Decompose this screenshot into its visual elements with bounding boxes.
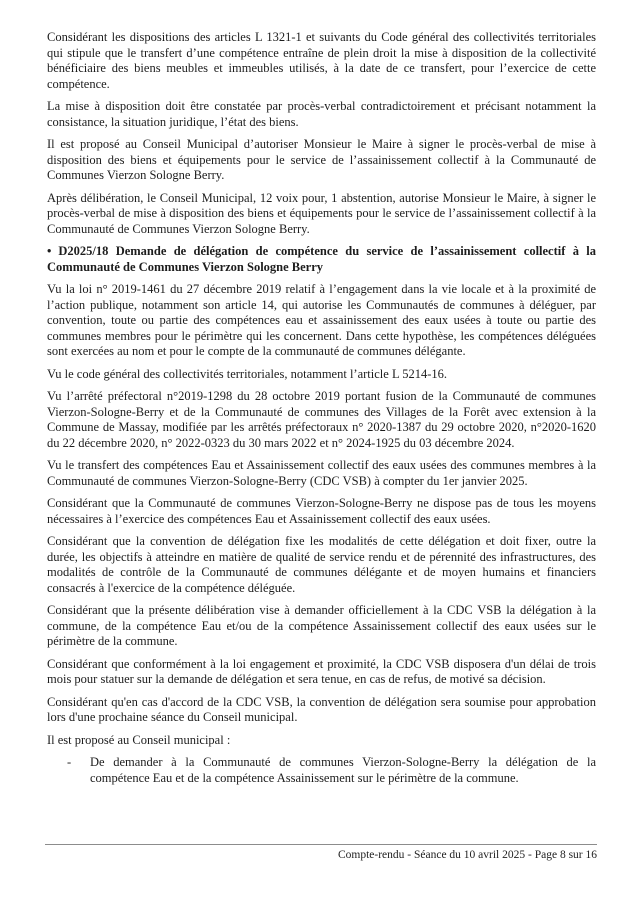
list-item-text: De demander à la Communauté de communes Vierzon-Sologne-Berry la délégation de la compétence Eau et de la compétence Assainissement sur le périmètre de la commune. [90,755,596,785]
paragraph: Après délibération, le Conseil Municipal, 12 voix pour, 1 abstention, autorise Monsieur le Maire, à signer le procès-verbal de mise à disposition des biens et équipements pour le service de l’assainissement collectif à la Communauté de Communes Vierzon Sologne Berry. [47,190,596,236]
paragraph: Considérant que la Communauté de communes Vierzon-Sologne-Berry ne dispose pas de tous les moyens nécessaires à l’exercice des compétences Eau et Assainissement collectif des eaux usées. [47,496,596,526]
paragraph: Considérant les dispositions des articles L 1321-1 et suivants du Code général des collectivités territoriales qui stipule que le transfert d’une compétence entraîne de plein droit la mise à disposition de la collectivité bénéficiaire des biens meubles et immeubles utilisés, à la date de ce transfert, pour l’exercice de cette compétence. [47,30,596,91]
paragraph: Considérant que la convention de délégation fixe les modalités de cette délégation et doit fixer, outre la durée, les objectifs à atteindre en matière de qualité de service rendu et de pérennité des infrastructures, des modalités de contrôle de la Communauté de communes délégante et de moyen humains et financiers consacrés à l'exercice de la compétence déléguée. [47,534,596,595]
paragraph: La mise à disposition doit être constatée par procès-verbal contradictoirement et précisant notamment la consistance, la situation juridique, l’état des biens. [47,99,596,129]
paragraph: Considérant que conformément à la loi engagement et proximité, la CDC VSB disposera d'un délai de trois mois pour statuer sur la demande de délégation et sera tenue, en cas de refus, de motivé sa décision. [47,656,596,686]
paragraph: Vu le code général des collectivités territoriales, notamment l’article L 5214-16. [47,366,448,381]
list-item [67,755,596,786]
dash-marker: - [67,755,72,769]
proposal-intro: Il est proposé au Conseil municipal : [47,732,231,747]
footer-text: Compte-rendu - Séance du 10 avril 2025 - Page 8 sur 16 [337,849,597,861]
section-heading [47,244,596,275]
document-body [47,30,596,793]
page-footer [45,844,597,862]
paragraph: Vu l’arrêté préfectoral n°2019-1298 du 28 octobre 2019 portant fusion de la Communauté de communes Vierzon-Sologne-Berry et de la Communauté de communes des Villages de la Forêt avec extension à la Commune de Massay, modifiée par les arrêtés préfectoraux n° 2020-1387 du 29 octobre 2020, n°2020-1620 du 22 décembre 2020, n° 2022-0323 du 30 mars 2022 et n° 2024-1925 du 03 décembre 2024. [47,389,596,450]
paragraph: Considérant qu'en cas d'accord de la CDC VSB, la convention de délégation sera soumise pour approbation lors d'une prochaine séance du Conseil municipal. [47,694,596,724]
proposal-list [47,755,596,786]
bullet-marker-icon: • [47,244,52,258]
paragraph: Il est proposé au Conseil Municipal d’autoriser Monsieur le Maire à signer le procès-verbal de mise à disposition des biens et équipements pour le service de l’assainissement collectif à la Communauté de Communes Vierzon Sologne Berry. [47,137,596,182]
section-heading-text: D2025/18 Demande de délégation de compétence du service de l’assainissement collectif à la Communauté de Communes Vierzon Sologne Berry [47,244,596,274]
paragraph: Vu le transfert des compétences Eau et Assainissement collectif des eaux usées des communes membres à la Communauté de communes Vierzon-Sologne-Berry (CDC VSB) à compter du 1er janvier 2025. [47,458,596,488]
paragraph: Vu la loi n° 2019-1461 du 27 décembre 2019 relatif à l’engagement dans la vie locale et à la proximité de l’action publique, notamment son article 14, qui autorise les Communautés de communes à déléguer, par convention, toute ou partie des compétences eau et assainissement des eaux usées à toute ou partie des communes membres pour le périmètre qui les concernent. Dans cette hypothèse, les compétences déléguées sont exercées au nom et pour le compte de la communauté de communes délégante. [47,282,596,358]
paragraph: Considérant que la présente délibération vise à demander officiellement à la CDC VSB la délégation à la commune, de la compétence Eau et/ou de la compétence Assainissement collectif des eaux usées sur le périmètre de la commune. [47,603,596,648]
